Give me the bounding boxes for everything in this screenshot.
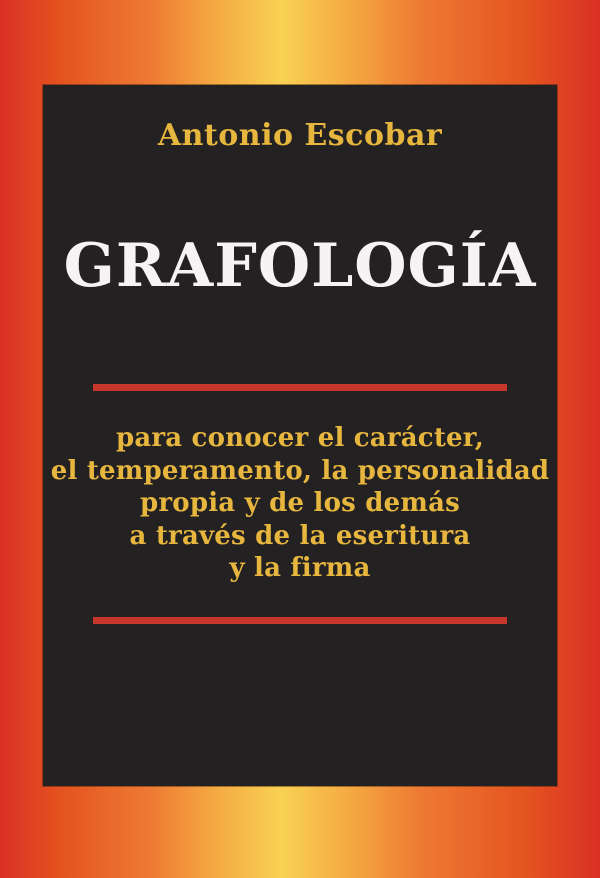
cover-inner-panel — [43, 85, 557, 786]
author-name: Antonio Escobar — [157, 118, 443, 153]
divider-bottom — [93, 617, 507, 624]
subtitle-line: el temperamento, la personalidad — [50, 455, 550, 486]
divider-top — [93, 384, 507, 391]
subtitle-block — [43, 422, 557, 585]
subtitle-line: propia y de los demás — [140, 488, 460, 518]
book-title: GRAFOLOGÍA — [63, 231, 537, 301]
subtitle-line: para conocer el carácter, — [115, 423, 485, 453]
subtitle-line: y la firma — [229, 553, 371, 583]
subtitle-line: a través de la eseritura — [129, 520, 471, 551]
